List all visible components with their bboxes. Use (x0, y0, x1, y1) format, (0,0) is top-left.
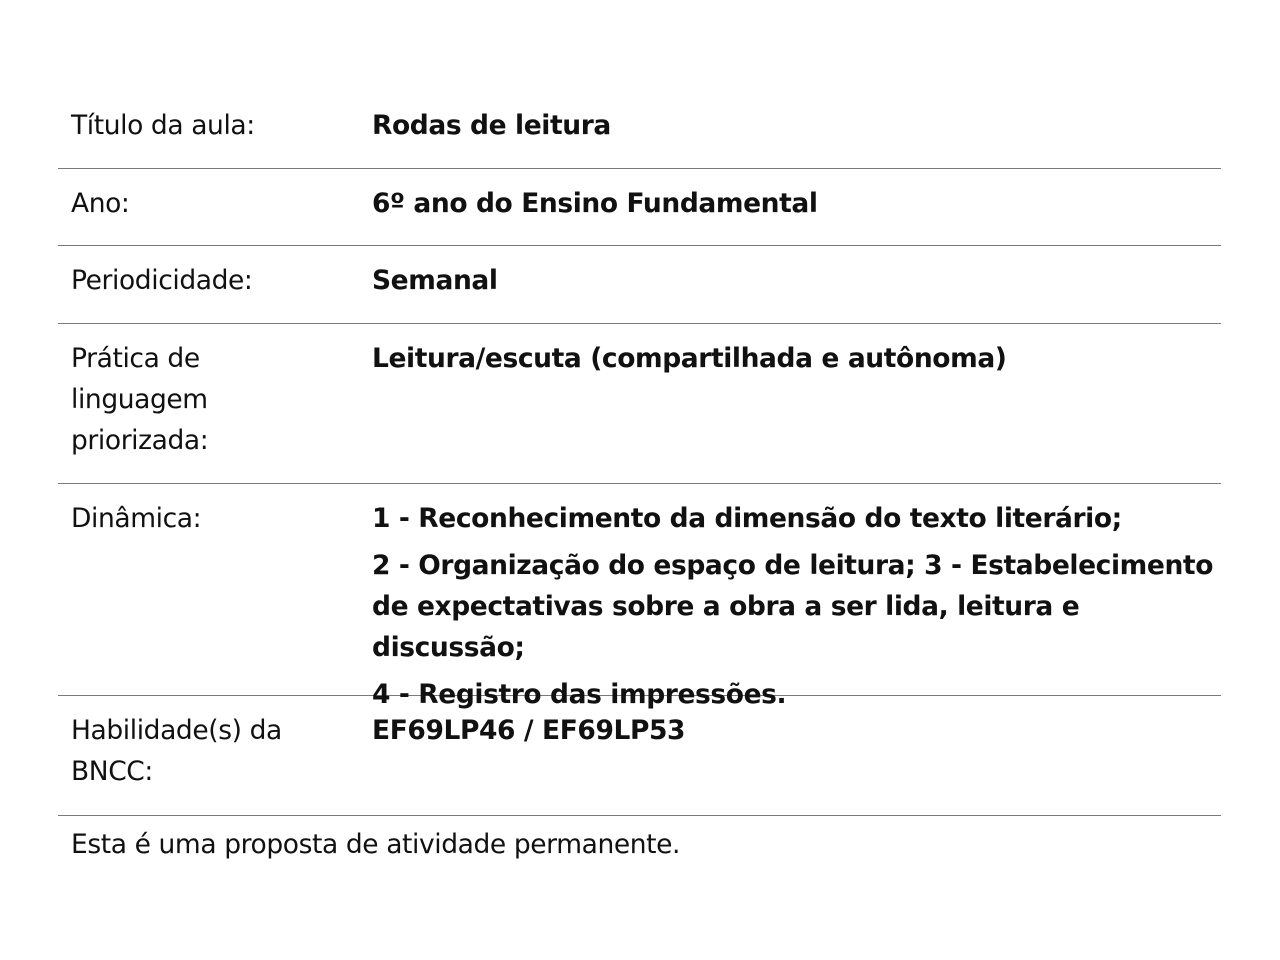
row-value-pratica: Leitura/escuta (compartilhada e autônoma) (372, 343, 1007, 374)
dinamica-step-2-3: 2 - Organização do espaço de leitura; 3 - Estabelecimento de expectativas sobre a obra a ser lida, leitura e discussão; (372, 550, 1213, 663)
table-row-habilidades (58, 695, 1221, 816)
dinamica-step-1: 1 - Reconhecimento da dimensão do texto literário; (372, 503, 1122, 534)
row-value-dinamica (372, 498, 1218, 715)
table-row-ano (58, 168, 1221, 246)
row-value-titulo: Rodas de leitura (372, 110, 611, 141)
activity-note: Esta é uma proposta de atividade permanente. (71, 829, 681, 860)
table-row-titulo (58, 0, 1221, 169)
row-label-dinamica: Dinâmica: (71, 503, 202, 534)
row-label-habilidades: Habilidade(s) da BNCC: (71, 715, 282, 787)
row-label-pratica: Prática de linguagem priorizada: (71, 343, 209, 456)
row-label-ano: Ano: (71, 188, 130, 219)
table-row-periodicidade (58, 245, 1221, 324)
row-label-titulo: Título da aula: (71, 110, 255, 141)
row-label-periodicidade: Periodicidade: (71, 265, 253, 296)
row-value-ano: 6º ano do Ensino Fundamental (372, 188, 818, 219)
table-row-pratica (58, 323, 1221, 484)
row-value-periodicidade: Semanal (372, 265, 498, 296)
dinamica-step-4: 4 - Registro das impressões. (372, 679, 787, 710)
table-row-dinamica (58, 483, 1221, 710)
row-value-habilidades: EF69LP46 / EF69LP53 (372, 715, 686, 746)
